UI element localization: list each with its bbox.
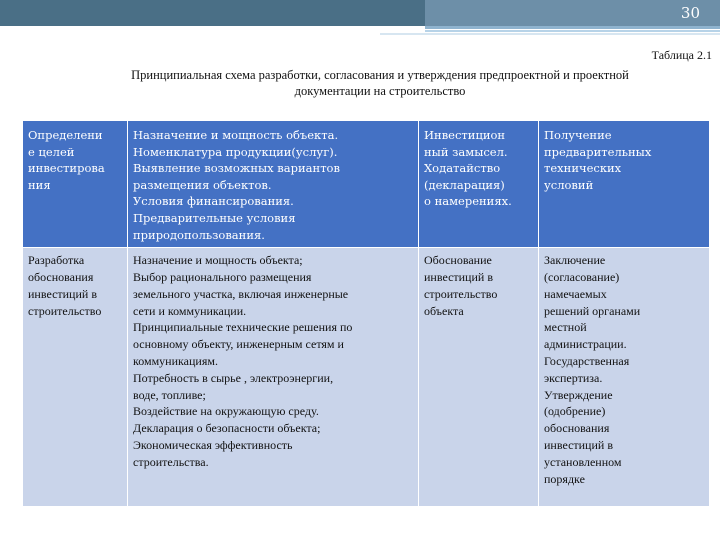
cell-text-line: Определени (28, 128, 103, 142)
cell-text-line: Утверждение (544, 387, 613, 402)
cell-text-line: Заключение (544, 253, 606, 268)
cell-text-line: строительство (28, 303, 102, 318)
body-cell-content (128, 248, 419, 507)
cell-text-line: Инвестицион (424, 128, 506, 142)
cell-text-line: Разработка (28, 253, 85, 268)
cell-text-line: инвестиций в (424, 269, 493, 284)
decor-stripe (425, 30, 720, 32)
cell-text-line: администрации. (544, 337, 627, 352)
cell-text-line: земельного участка, включая инженерные (133, 286, 349, 301)
cell-text-line: инвестирова (28, 161, 105, 176)
cell-text-line: предварительных (544, 144, 652, 159)
cell-text-line: о намерениях. (424, 194, 512, 209)
body-cell-stage (23, 248, 128, 507)
table-header-row (23, 121, 710, 248)
cell-text-line: Назначение и мощность объекта. (133, 128, 339, 142)
cell-text-line: условий (544, 177, 594, 192)
cell-text-line: Назначение и мощность объекта; (133, 253, 303, 268)
decor-stripe (380, 33, 720, 35)
table-label: Таблица 2.1 (651, 48, 712, 62)
cell-text-line: Выбор рационального размещения (133, 269, 312, 284)
cell-text-line: (согласование) (544, 269, 620, 284)
cell-text-line: Воздействие на окружающую среду. (133, 404, 319, 419)
caption-line: Принципиальная схема разработки, согласования и утверждения предпроектной и проектной (131, 68, 629, 82)
cell-text-line: природопользования. (133, 227, 265, 242)
cell-text-line: сети и коммуникации. (133, 303, 247, 318)
cell-text-line: Условия финансирования. (133, 194, 294, 209)
body-cell-document (419, 248, 539, 507)
header-cell-content (128, 121, 419, 248)
cell-text-line: ный замысел. (424, 144, 508, 159)
cell-text-line: решений органами (544, 303, 641, 318)
table-row (23, 248, 710, 507)
cell-text-line: воде, топливе; (133, 387, 206, 402)
table-caption (40, 67, 720, 99)
cell-text-line: установленном (544, 454, 622, 469)
top-bar-accent (425, 0, 720, 26)
cell-text-line: основному объекту, инженерным сетям и (133, 337, 344, 352)
cell-text-line: Выявление возможных вариантов (133, 161, 340, 176)
cell-text-line: Обоснование (424, 253, 492, 268)
cell-text-line: Экономическая эффективность (133, 437, 293, 452)
cell-text-line: Государственная (544, 353, 630, 368)
cell-text-line: инвестиций в (544, 437, 613, 452)
cell-text-line: Ходатайство (424, 161, 501, 176)
page-number: 30 (680, 4, 700, 22)
cell-text-line: инвестиций в (28, 286, 97, 301)
header-cell-document (419, 121, 539, 248)
cell-text-line: Потребность в сырье , электроэнергии, (133, 370, 334, 385)
cell-text-line: технических (544, 161, 622, 176)
cell-text-line: обоснования (28, 269, 94, 284)
cell-text-line: Номенклатура продукции(услуг). (133, 144, 338, 159)
caption-line: документации на строительство (294, 84, 466, 98)
cell-text-line: размещения объектов. (133, 177, 272, 192)
cell-text-line: (одобрение) (544, 404, 606, 419)
body-cell-approval (539, 248, 710, 507)
decor-stripe (425, 26, 720, 29)
cell-text-line: обоснования (544, 421, 610, 436)
header-cell-stage (23, 121, 128, 248)
cell-text-line: Получение (544, 128, 612, 142)
header-cell-approval (539, 121, 710, 248)
cell-text-line: строительства. (133, 454, 209, 469)
cell-text-line: экспертиза. (544, 370, 603, 385)
cell-text-line: объекта (424, 303, 464, 318)
cell-text-line: Принципиальные технические решения по (133, 320, 353, 335)
cell-text-line: строительство (424, 286, 498, 301)
cell-text-line: Предварительные условия (133, 210, 296, 225)
cell-text-line: местной (544, 320, 587, 335)
cell-text-line: Декларация о безопасности объекта; (133, 421, 321, 436)
cell-text-line: порядке (544, 471, 585, 486)
cell-text-line: ния (28, 177, 51, 192)
development-scheme-table (22, 120, 710, 507)
cell-text-line: (декларация) (424, 177, 505, 192)
cell-text-line: е целей (28, 144, 75, 159)
cell-text-line: намечаемых (544, 286, 607, 301)
cell-text-line: коммуникациям. (133, 353, 218, 368)
